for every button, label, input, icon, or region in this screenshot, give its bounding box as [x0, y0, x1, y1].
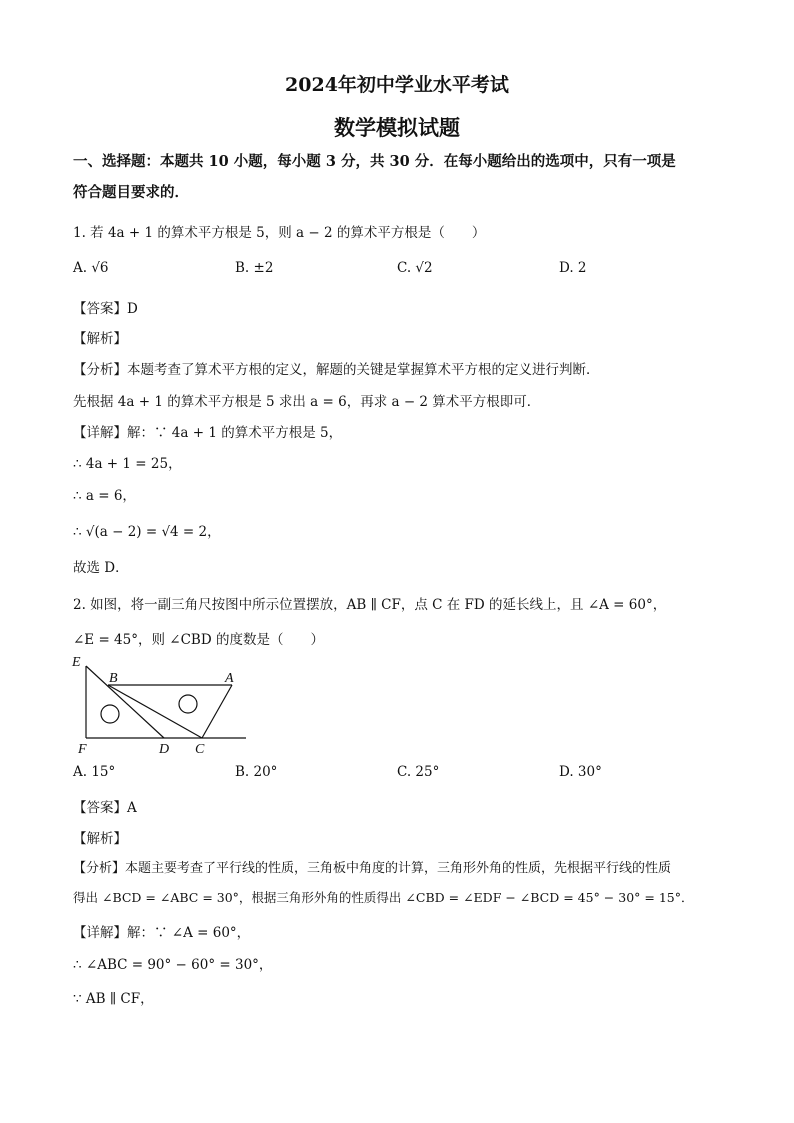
q1-analysis-line: ∴ √(a − 2) = √4 = 2，: [73, 524, 221, 540]
label-e: E: [72, 655, 81, 670]
label-c: C: [195, 742, 205, 757]
q2-option-a: A. 15°: [73, 764, 116, 780]
q2-option-c: C. 25°: [397, 764, 440, 780]
segment-ed: [86, 666, 164, 738]
exam-subtitle: 数学模拟试题: [334, 115, 460, 140]
exam-title: 2024年初中学业水平考试: [285, 74, 509, 96]
q2-option-d: D. 30°: [559, 764, 602, 780]
ruler-hole: [101, 705, 119, 723]
ruler-hole: [179, 695, 197, 713]
q1-stem: 1. 若 4a + 1 的算术平方根是 5，则 a − 2 的算术平方根是（ ）: [73, 225, 486, 241]
q1-option-b: B. ±2: [235, 260, 274, 276]
q2-stem: 2. 如图，将一副三角尺按图中所示位置摆放，AB ∥ CF，点 C 在 FD 的延长线上，且 ∠A = 60°，: [73, 597, 667, 613]
q2-analysis-line: 【分析】本题主要考查了平行线的性质，三角板中角度的计算，三角形外角的性质，先根据平行线的性质: [73, 861, 672, 876]
q1-analysis-label: 【解析】: [73, 331, 127, 347]
q2-stem-cont: ∠E = 45°，则 ∠CBD 的度数是（ ）: [73, 632, 324, 648]
q2-analysis-line: 得出 ∠BCD = ∠ABC = 30°，根据三角形外角的性质得出 ∠CBD = ∠EDF − ∠BCD = 45° − 30° = 15°．: [73, 890, 694, 905]
q2-answer: 【答案】A: [73, 800, 137, 816]
label-b: B: [109, 671, 118, 686]
q1-analysis-line: 故选 D．: [73, 560, 129, 576]
segment-ac: [202, 685, 232, 738]
label-d: D: [159, 742, 170, 757]
q1-option-d: D. 2: [559, 260, 587, 276]
q2-analysis-line: ∴ ∠ABC = 90° − 60° = 30°，: [73, 957, 273, 973]
q2-analysis-line: 【详解】解：∵ ∠A = 60°，: [73, 925, 251, 941]
q1-analysis-line: 【详解】解：∵ 4a + 1 的算术平方根是 5，: [73, 425, 343, 441]
label-f: F: [78, 742, 87, 757]
q2-analysis-label: 【解析】: [73, 831, 127, 847]
q1-option-a: A. √6: [73, 260, 109, 276]
q2-analysis-line: ∵ AB ∥ CF，: [73, 991, 154, 1007]
section-heading-cont: 符合题目要求的．: [73, 184, 189, 201]
q1-analysis-line: ∴ a = 6，: [73, 488, 136, 504]
q1-analysis-line: 【分析】本题考查了算术平方根的定义，解题的关键是掌握算术平方根的定义进行判断．: [73, 362, 600, 378]
section-heading: 一、选择题：本题共 10 小题，每小题 3 分，共 30 分．在每小题给出的选项中，只有一项是: [73, 153, 676, 170]
q1-option-c: C. √2: [397, 260, 433, 276]
q1-answer: 【答案】D: [73, 301, 138, 317]
q1-analysis-line: ∴ 4a + 1 = 25，: [73, 456, 182, 472]
q1-analysis-line: 先根据 4a + 1 的算术平方根是 5 求出 a = 6，再求 a − 2 算术平方根即可．: [73, 394, 541, 410]
q2-option-b: B. 20°: [235, 764, 278, 780]
triangle-rulers-figure: [68, 652, 253, 760]
label-a: A: [225, 671, 234, 686]
